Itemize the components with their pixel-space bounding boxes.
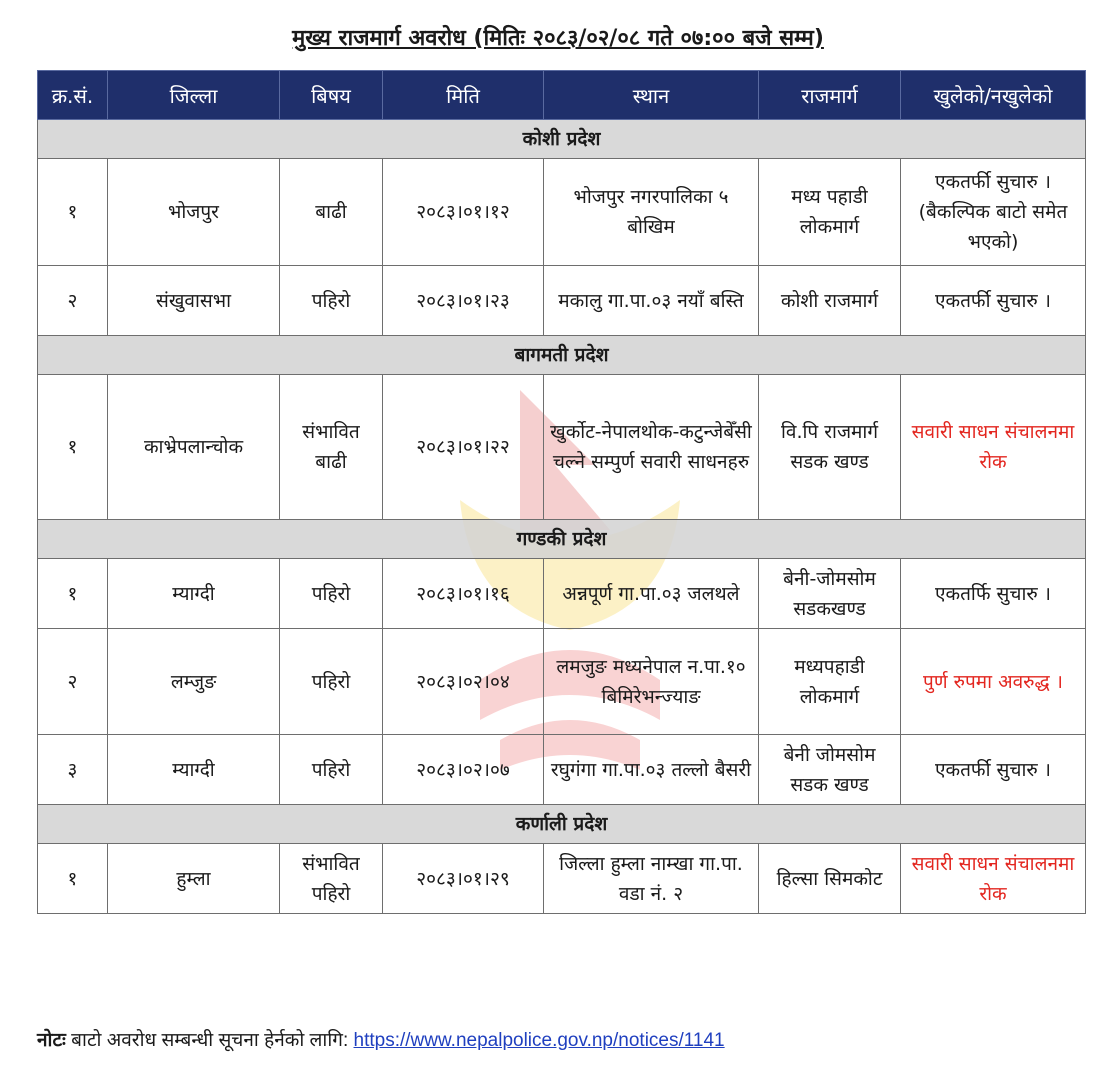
header-status: खुलेको/नखुलेको bbox=[901, 71, 1086, 120]
table-row bbox=[38, 266, 1086, 336]
notice-link[interactable]: https://www.nepalpolice.gov.np/notices/1141 bbox=[353, 1030, 725, 1051]
cell-status: सवारी साधन संचालनमा रोक bbox=[901, 375, 1086, 520]
cell-subject: बाढी bbox=[280, 159, 383, 266]
page-title: मुख्य राजमार्ग अवरोध (मितिः २०८३/०२/०८ गते ०७:०० बजे सम्म) bbox=[292, 26, 824, 51]
cell-subject: संभावित बाढी bbox=[280, 375, 383, 520]
cell-date: २०८३।०१।२३ bbox=[383, 266, 544, 336]
table-row bbox=[38, 159, 1086, 266]
province-row bbox=[38, 805, 1086, 844]
cell-district: लम्जुङ bbox=[108, 629, 280, 735]
table-row bbox=[38, 559, 1086, 629]
note-label: नोटः bbox=[37, 1030, 66, 1051]
cell-serial: १ bbox=[38, 844, 108, 914]
cell-district: काभ्रेपलान्चोक bbox=[108, 375, 280, 520]
cell-highway: वि.पि राजमार्ग सडक खण्ड bbox=[759, 375, 901, 520]
table-row bbox=[38, 375, 1086, 520]
cell-date: २०८३।०१।२२ bbox=[383, 375, 544, 520]
cell-place: मकालु गा.पा.०३ नयाँ बस्ति bbox=[544, 266, 759, 336]
header-place: स्थान bbox=[544, 71, 759, 120]
province-name: गण्डकी प्रदेश bbox=[38, 520, 1086, 559]
cell-district: भोजपुर bbox=[108, 159, 280, 266]
province-name: कर्णाली प्रदेश bbox=[38, 805, 1086, 844]
cell-status: एकतर्फी सुचारु । (बैकल्पिक बाटो समेत भएको) bbox=[901, 159, 1086, 266]
province-row bbox=[38, 336, 1086, 375]
cell-status: पुर्ण रुपमा अवरुद्ध । bbox=[901, 629, 1086, 735]
cell-place: भोजपुर नगरपालिका ५ बोखिम bbox=[544, 159, 759, 266]
cell-date: २०८३।०१।१२ bbox=[383, 159, 544, 266]
header-highway: राजमार्ग bbox=[759, 71, 901, 120]
province-row bbox=[38, 520, 1086, 559]
cell-status: एकतर्फी सुचारु । bbox=[901, 735, 1086, 805]
note-text: बाटो अवरोध सम्बन्धी सूचना हेर्नको लागि: bbox=[65, 1030, 354, 1051]
cell-status: सवारी साधन संचालनमा रोक bbox=[901, 844, 1086, 914]
cell-subject: संभावित पहिरो bbox=[280, 844, 383, 914]
province-row bbox=[38, 120, 1086, 159]
cell-serial: २ bbox=[38, 629, 108, 735]
cell-serial: १ bbox=[38, 375, 108, 520]
cell-subject: पहिरो bbox=[280, 559, 383, 629]
cell-highway: बेनी जोमसोम सडक खण्ड bbox=[759, 735, 901, 805]
road-blockage-table bbox=[37, 70, 1086, 914]
cell-district: म्याग्दी bbox=[108, 735, 280, 805]
table-row bbox=[38, 844, 1086, 914]
cell-serial: १ bbox=[38, 559, 108, 629]
cell-status: एकतर्फि सुचारु । bbox=[901, 559, 1086, 629]
cell-highway: बेनी-जोमसोम सडकखण्ड bbox=[759, 559, 901, 629]
table-row bbox=[38, 629, 1086, 735]
cell-subject: पहिरो bbox=[280, 735, 383, 805]
header-subject: बिषय bbox=[280, 71, 383, 120]
cell-place: जिल्ला हुम्ला नाम्खा गा.पा. वडा नं. २ bbox=[544, 844, 759, 914]
cell-highway: मध्यपहाडी लोकमार्ग bbox=[759, 629, 901, 735]
cell-subject: पहिरो bbox=[280, 629, 383, 735]
cell-date: २०८३।०१।२९ bbox=[383, 844, 544, 914]
header-district: जिल्ला bbox=[108, 71, 280, 120]
cell-serial: १ bbox=[38, 159, 108, 266]
cell-place: खुर्कोट-नेपालथोक-कटुन्जेबेँसी चल्ने सम्पुर्ण सवारी साधनहरु bbox=[544, 375, 759, 520]
cell-date: २०८३।०२।०४ bbox=[383, 629, 544, 735]
province-name: बागमती प्रदेश bbox=[38, 336, 1086, 375]
header-date: मिति bbox=[383, 71, 544, 120]
cell-subject: पहिरो bbox=[280, 266, 383, 336]
cell-status: एकतर्फी सुचारु । bbox=[901, 266, 1086, 336]
cell-district: संखुवासभा bbox=[108, 266, 280, 336]
cell-date: २०८३।०१।१६ bbox=[383, 559, 544, 629]
table-row bbox=[38, 735, 1086, 805]
cell-serial: ३ bbox=[38, 735, 108, 805]
cell-district: म्याग्दी bbox=[108, 559, 280, 629]
cell-highway: कोशी राजमार्ग bbox=[759, 266, 901, 336]
table-header-row bbox=[38, 71, 1086, 120]
cell-place: अन्नपूर्ण गा.पा.०३ जलथले bbox=[544, 559, 759, 629]
cell-place: रघुगंगा गा.पा.०३ तल्लो बैसरी bbox=[544, 735, 759, 805]
cell-highway: हिल्सा सिमकोट bbox=[759, 844, 901, 914]
footer-note bbox=[37, 1026, 725, 1052]
cell-district: हुम्ला bbox=[108, 844, 280, 914]
cell-date: २०८३।०२।०७ bbox=[383, 735, 544, 805]
cell-serial: २ bbox=[38, 266, 108, 336]
cell-place: लमजुङ मध्यनेपाल न.पा.१० बिमिरेभन्ज्याङ bbox=[544, 629, 759, 735]
cell-highway: मध्य पहाडी लोकमार्ग bbox=[759, 159, 901, 266]
header-serial: क्र.सं. bbox=[38, 71, 108, 120]
province-name: कोशी प्रदेश bbox=[38, 120, 1086, 159]
